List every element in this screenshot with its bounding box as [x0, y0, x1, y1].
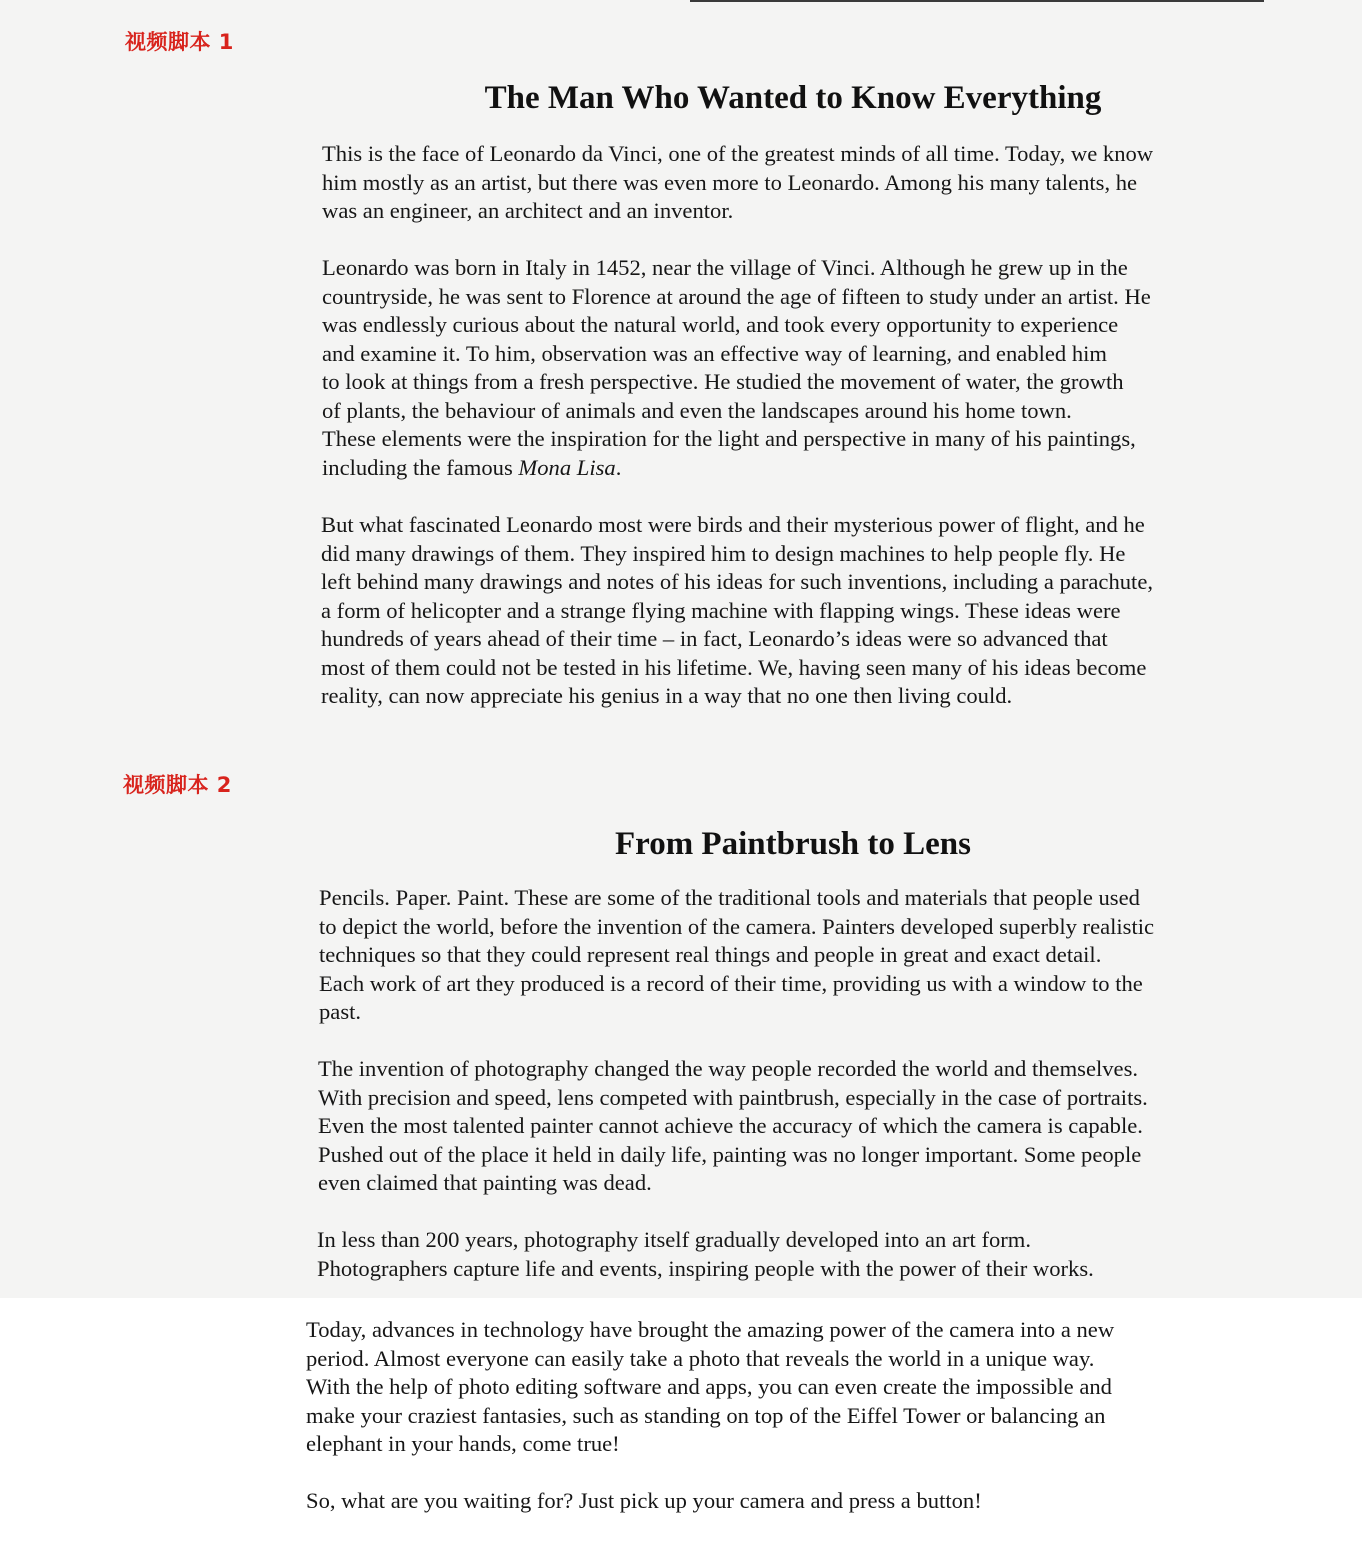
script-1-paragraph-3 [321, 511, 1153, 711]
text-line: elephant in your hands, come true! [306, 1431, 620, 1456]
script-label-1: 视频脚本 1 [125, 30, 234, 54]
script-2-title: From Paintbrush to Lens [614, 826, 971, 862]
script-1-paragraph-1 [322, 140, 1153, 226]
text-line: did many drawings of them. They inspired him to design machines to help people fly. He [321, 540, 1126, 566]
text-fragment: . [615, 454, 622, 480]
text-line: But what fascinated Leonardo most were birds and their mysterious power of flight, and he [321, 512, 1145, 537]
text-line: So, what are you waiting for? Just pick up your camera and press a button! [306, 1488, 982, 1513]
text-line: countryside, he was sent to Florence at around the age of fifteen to study under an artist. He [322, 283, 1151, 309]
text-line: to look at things from a fresh perspective. He studied the movement of water, the growth [322, 369, 1124, 394]
text-line: Pencils. Paper. Paint. These are some of the traditional tools and materials that people used [319, 885, 1140, 910]
text-line: Leonardo was born in Italy in 1452, near the village of Vinci. Although he grew up in the [322, 255, 1128, 280]
text-line: Each work of art they produced is a record of their time, providing us with a window to the [319, 970, 1143, 996]
script-2-paragraph-4 [306, 1316, 1114, 1459]
text-line: to depict the world, before the invention of the camera. Painters developed superbly realistic [319, 913, 1155, 939]
script-2-paragraph-3 [317, 1226, 1094, 1283]
script-2-paragraph-5 [306, 1487, 982, 1516]
text-line: left behind many drawings and notes of his ideas for such inventions, including a parachute, [321, 569, 1153, 594]
text-fragment: including the famous [322, 454, 519, 480]
text-line: Photographers capture life and events, inspiring people with the power of their works. [317, 1255, 1094, 1281]
script-1-title: The Man Who Wanted to Know Everything [484, 80, 1102, 116]
text-line: even claimed that painting was dead. [318, 1170, 652, 1195]
text-line: techniques so that they could represent real things and people in great and exact detail. [319, 942, 1102, 967]
text-line: In less than 200 years, photography itself gradually developed into an art form. [317, 1227, 1032, 1252]
text-line: The invention of photography changed the way people recorded the world and themselves. [318, 1056, 1139, 1081]
text-line: With precision and speed, lens competed with paintbrush, especially in the case of portraits. [318, 1084, 1148, 1110]
text-line: Even the most talented painter cannot achieve the accuracy of which the camera is capable. [318, 1113, 1143, 1138]
artwork-title-mona-lisa: Mona Lisa [518, 454, 616, 480]
text-line: Pushed out of the place it held in daily life, painting was no longer important. Some people [318, 1141, 1142, 1167]
script-label-2: 视频脚本 2 [123, 773, 232, 797]
text-line: was endlessly curious about the natural world, and took every opportunity to experience [322, 312, 1119, 337]
text-line: and examine it. To him, observation was an effective way of learning, and enabled him [322, 340, 1107, 366]
text-line: a form of helicopter and a strange flying machine with flapping wings. These ideas were [321, 597, 1121, 623]
text-line: period. Almost everyone can easily take a photo that reveals the world in a unique way. [306, 1345, 1095, 1371]
text-line: reality, can now appreciate his genius in a way that no one then living could. [321, 683, 1013, 708]
text-line: of plants, the behaviour of animals and even the landscapes around his home town. [322, 397, 1072, 423]
text-line: make your craziest fantasies, such as standing on top of the Eiffel Tower or balancing an [306, 1402, 1106, 1428]
top-divider-rule [690, 0, 1264, 2]
text-line: most of them could not be tested in his lifetime. We, having seen many of his ideas become [321, 654, 1147, 680]
text-line [322, 454, 1151, 483]
script-2-paragraph-2 [318, 1055, 1148, 1198]
text-line: With the help of photo editing software and apps, you can even create the impossible and [306, 1374, 1112, 1399]
text-line: was an engineer, an architect and an inventor. [322, 198, 734, 223]
text-line: past. [319, 999, 362, 1024]
script-1-paragraph-2 [322, 254, 1151, 482]
text-line: This is the face of Leonardo da Vinci, one of the greatest minds of all time. Today, we know [322, 141, 1154, 166]
text-line: him mostly as an artist, but there was even more to Leonardo. Among his many talents, he [322, 169, 1138, 195]
script-2-paragraph-1 [319, 884, 1154, 1027]
text-line: Today, advances in technology have brought the amazing power of the camera into a new [306, 1317, 1115, 1342]
text-line: These elements were the inspiration for the light and perspective in many of his paintings, [322, 426, 1136, 451]
text-line: hundreds of years ahead of their time – in fact, Leonardo’s ideas were so advanced that [321, 626, 1108, 651]
